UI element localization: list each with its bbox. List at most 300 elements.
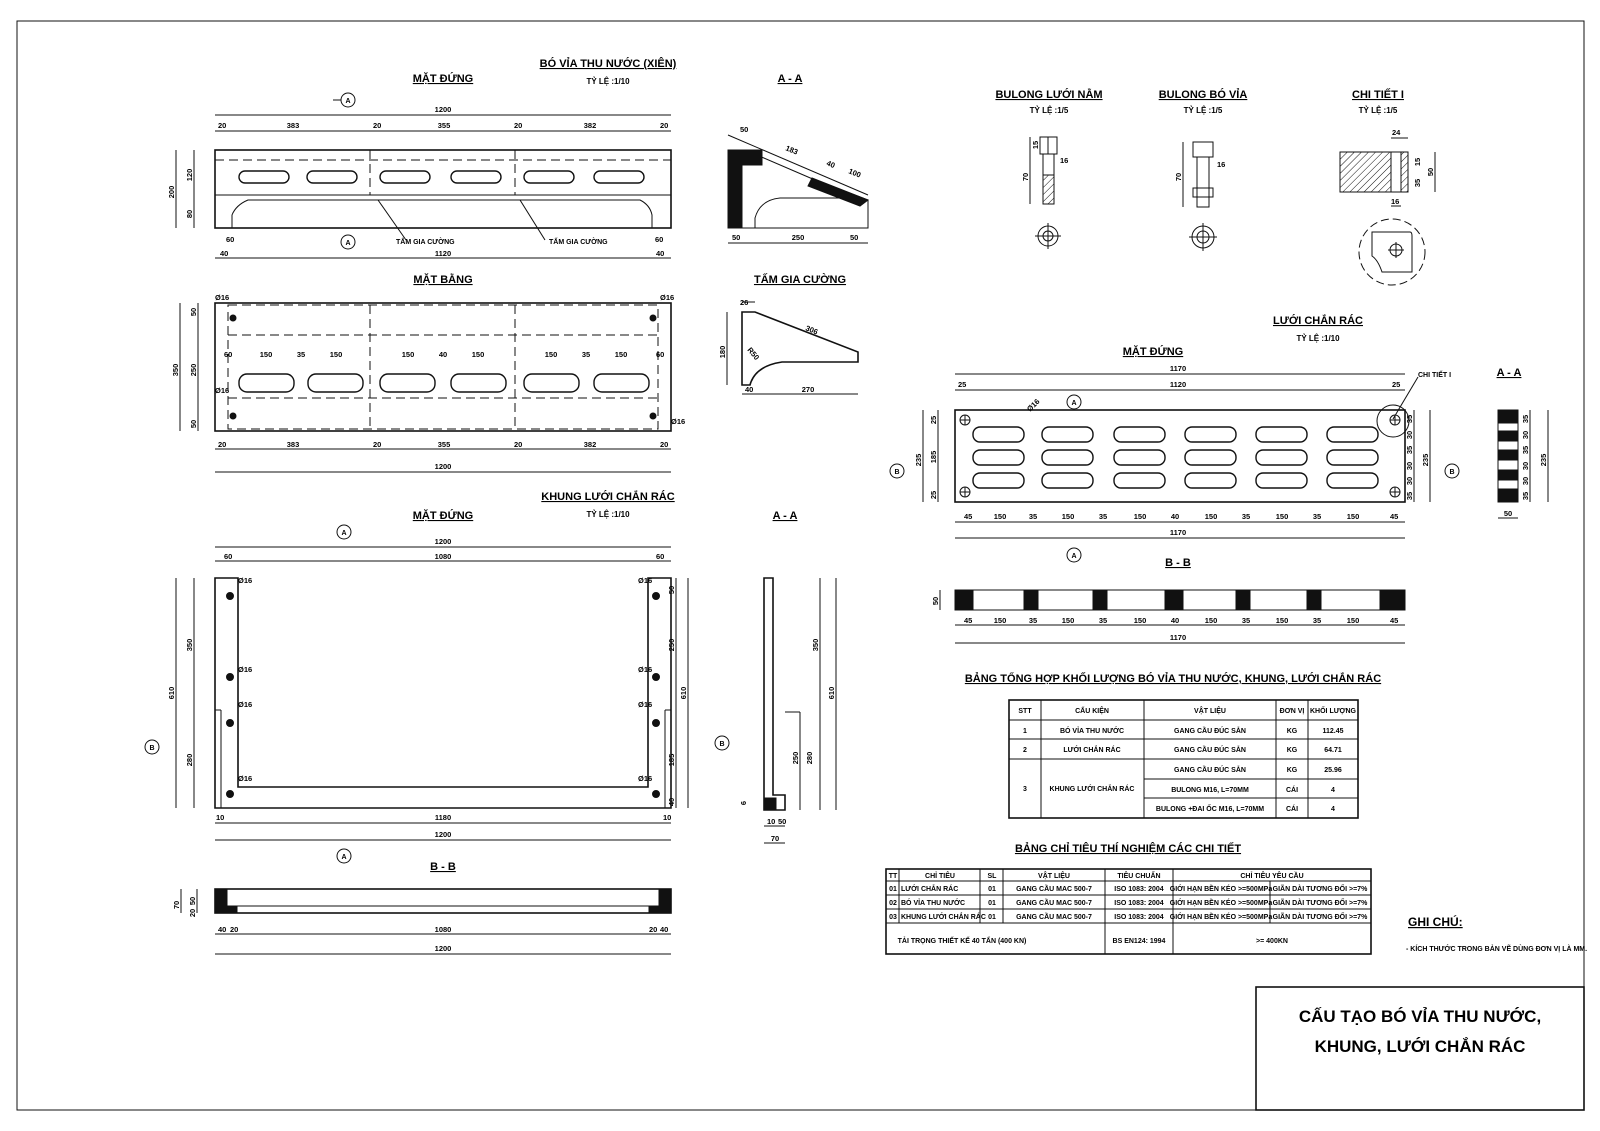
dim-25: 25 bbox=[1392, 380, 1401, 389]
curb-outline bbox=[215, 150, 671, 228]
table2-cell: GIÃN DÀI TƯƠNG ĐỐI >=7% bbox=[1272, 900, 1368, 907]
dim-200: 200 bbox=[167, 185, 176, 199]
dim-45: 45 bbox=[1390, 616, 1399, 625]
plan-slot bbox=[524, 374, 579, 392]
dim-185: 185 bbox=[667, 753, 676, 767]
table2-cell: GANG CẦU MAC 500-7 bbox=[1016, 886, 1092, 893]
curb-plan-outline bbox=[215, 303, 671, 431]
curb-section-aa bbox=[728, 73, 868, 243]
title-block-line2: KHUNG, LƯỚI CHẮN RÁC bbox=[1314, 1037, 1526, 1056]
dim-1200: 1200 bbox=[434, 105, 452, 114]
dim-150: 150 bbox=[1346, 616, 1360, 625]
dim-306: 306 bbox=[804, 323, 820, 337]
dim-35: 35 bbox=[1405, 491, 1414, 501]
dim-120: 120 bbox=[185, 168, 194, 182]
dim-70: 70 bbox=[1021, 172, 1030, 182]
table2-cell: BÓ VỈA THU NƯỚC bbox=[901, 900, 966, 907]
grate-main-title: LƯỚI CHẮN RÁC bbox=[1272, 315, 1364, 327]
table2-cell: KHUNG LƯỚI CHẮN RÁC bbox=[901, 914, 986, 921]
dim-20: 20 bbox=[660, 440, 669, 449]
stiffener-label-1: TẤM GIA CƯỜNG bbox=[396, 239, 455, 246]
table2-cell: 02 bbox=[889, 900, 897, 907]
grate-elevation-view bbox=[890, 314, 1459, 562]
dim-40: 40 bbox=[660, 925, 669, 934]
table2-header: CHỈ TIÊU YÊU CẦU bbox=[1240, 873, 1304, 880]
dim-30: 30 bbox=[1521, 461, 1530, 471]
table1-cell: GANG CẦU ĐÚC SẴN bbox=[1174, 728, 1246, 735]
table1-cell: BULONG +ĐAI ỐC M16, L=70MM bbox=[1155, 806, 1265, 813]
grate-section-bb bbox=[931, 557, 1405, 643]
dim-50: 50 bbox=[667, 585, 676, 595]
table1-cell: 25.96 bbox=[1324, 767, 1342, 774]
dim-50: 50 bbox=[732, 233, 741, 242]
table2-header: VẬT LIỆU bbox=[1038, 873, 1070, 880]
table1-header-unit: ĐƠN VỊ bbox=[1279, 708, 1305, 715]
dim-1200: 1200 bbox=[434, 944, 452, 953]
table1-cell: BÓ VỈA THU NƯỚC bbox=[1059, 728, 1125, 735]
dim-60: 60 bbox=[656, 552, 665, 561]
dim-382: 382 bbox=[583, 121, 597, 130]
dim-150: 150 bbox=[1346, 512, 1360, 521]
table2-cell: LƯỚI CHẮN RÁC bbox=[901, 886, 959, 893]
section-a-marker-label: A bbox=[345, 240, 351, 247]
dim-183: 183 bbox=[784, 143, 800, 157]
quantity-table bbox=[965, 671, 1381, 818]
dim-30: 30 bbox=[1521, 476, 1530, 486]
curb-scale: TỶ LỆ :1/10 bbox=[586, 77, 630, 86]
dim-phi16: Ø16 bbox=[638, 774, 653, 783]
dim-250: 250 bbox=[791, 751, 800, 765]
grate-section-aa bbox=[1497, 367, 1548, 518]
dim-350: 350 bbox=[171, 363, 180, 377]
table2-cell: GIÃN DÀI TƯƠNG ĐỐI >=7% bbox=[1272, 914, 1368, 921]
dim-phi16: Ø16 bbox=[215, 293, 230, 302]
table2-cell: 01 bbox=[889, 886, 897, 893]
frame-elevation-title: MẶT ĐỨNG bbox=[412, 510, 474, 522]
table2-cell: ISO 1083: 2004 bbox=[1114, 900, 1164, 907]
dim-15: 15 bbox=[1031, 140, 1040, 150]
dim-70: 70 bbox=[172, 900, 181, 910]
curb-bolt-detail bbox=[1159, 88, 1248, 251]
dim-610: 610 bbox=[679, 686, 688, 700]
table2-header: TIÊU CHUẨN bbox=[1117, 873, 1161, 880]
table1-cell: 4 bbox=[1331, 787, 1335, 794]
title-block-line1: CẤU TẠO BÓ VỈA THU NƯỚC, bbox=[1298, 1007, 1542, 1026]
bolt-hole bbox=[653, 674, 660, 681]
dim-280: 280 bbox=[185, 753, 194, 767]
slot bbox=[239, 171, 289, 183]
dim-610: 610 bbox=[167, 686, 176, 700]
dim-30: 30 bbox=[1405, 430, 1414, 440]
dim-20: 20 bbox=[218, 121, 227, 130]
table2-header: CHỈ TIÊU bbox=[925, 873, 955, 880]
table2-cell: ISO 1083: 2004 bbox=[1114, 886, 1164, 893]
table2-cell: GIÃN DÀI TƯƠNG ĐỐI >=7% bbox=[1272, 886, 1368, 893]
frame-section-aa-title: A - A bbox=[772, 510, 798, 522]
dim-150: 150 bbox=[1133, 512, 1147, 521]
section-a-marker-label: A bbox=[341, 854, 347, 861]
table1-cell: BULONG M16, L=70MM bbox=[1171, 787, 1249, 794]
dim-1120: 1120 bbox=[434, 249, 452, 258]
dim-150: 150 bbox=[993, 616, 1007, 625]
dim-16: 16 bbox=[1391, 197, 1400, 206]
dim-35: 35 bbox=[296, 350, 306, 359]
table1-cell: GANG CẦU ĐÚC SẴN bbox=[1174, 767, 1246, 774]
dim-1120: 1120 bbox=[1169, 380, 1187, 389]
table1-header-stt: STT bbox=[1018, 708, 1032, 715]
stiffener-title: TẤM GIA CƯỜNG bbox=[753, 274, 847, 286]
frame-elevation-view bbox=[145, 490, 688, 863]
table2-cell: 01 bbox=[988, 914, 996, 921]
bolt-hole bbox=[227, 791, 234, 798]
dim-30: 30 bbox=[1521, 430, 1530, 440]
table2-cell: 03 bbox=[889, 914, 897, 921]
dim-1170: 1170 bbox=[1169, 528, 1187, 537]
frame-bb-outline bbox=[215, 889, 671, 913]
table1-cell: GANG CẦU ĐÚC SẴN bbox=[1174, 747, 1246, 754]
slot bbox=[307, 171, 357, 183]
dim-150: 150 bbox=[1061, 512, 1075, 521]
dim-50: 50 bbox=[188, 896, 197, 906]
dim-35: 35 bbox=[1241, 512, 1251, 521]
dim-15: 15 bbox=[1413, 157, 1422, 167]
dim-40: 40 bbox=[1170, 616, 1180, 625]
dim-1200: 1200 bbox=[434, 462, 452, 471]
detail-i-callout: CHI TIẾT I bbox=[1418, 372, 1452, 379]
dim-150: 150 bbox=[259, 350, 273, 359]
dim-phi16: Ø16 bbox=[215, 386, 230, 395]
dim-235: 235 bbox=[1421, 453, 1430, 467]
table2-cell: ISO 1083: 2004 bbox=[1114, 914, 1164, 921]
slot bbox=[451, 171, 501, 183]
dim-phi16: Ø16 bbox=[638, 665, 653, 674]
dim-1180: 1180 bbox=[434, 813, 452, 822]
table2-footer-label: TẢI TRỌNG THIẾT KẾ 40 TẤN (400 KN) bbox=[897, 938, 1027, 945]
dim-150: 150 bbox=[1204, 616, 1218, 625]
dim-phi16: Ø16 bbox=[238, 576, 253, 585]
grate-elevation-title: MẶT ĐỨNG bbox=[1122, 346, 1184, 358]
table2-cell: 01 bbox=[988, 900, 996, 907]
curb-plan-view bbox=[171, 273, 685, 472]
dim-270: 270 bbox=[801, 385, 815, 394]
dim-45: 45 bbox=[964, 512, 973, 521]
dim-60: 60 bbox=[224, 552, 233, 561]
bolt-hole bbox=[650, 413, 656, 419]
dim-250: 250 bbox=[189, 363, 198, 377]
curb-bolt-title: BULONG BÓ VỈA bbox=[1158, 89, 1248, 101]
test-criteria-table bbox=[886, 842, 1371, 954]
grate-bolt-title: BULONG LƯỚI NẰM bbox=[995, 89, 1103, 101]
curb-bolt-scale: TỶ LỆ :1/5 bbox=[1183, 106, 1223, 115]
table1-header-item: CẤU KIỆN bbox=[1075, 708, 1109, 715]
table1-cell: KG bbox=[1286, 767, 1298, 774]
dim-150: 150 bbox=[401, 350, 415, 359]
table1-cell: 112.45 bbox=[1322, 728, 1344, 735]
dim-20: 20 bbox=[230, 925, 239, 934]
table2-cell: GIỚI HẠN BỀN KÉO >=500MPa bbox=[1169, 886, 1273, 893]
stiffener-label-2: TẤM GIA CƯỜNG bbox=[549, 239, 608, 246]
table1-cell: CÁI bbox=[1285, 787, 1299, 794]
dim-20: 20 bbox=[649, 925, 658, 934]
dim-20: 20 bbox=[514, 440, 523, 449]
dim-phi16: Ø16 bbox=[638, 576, 653, 585]
dim-6: 6 bbox=[739, 800, 748, 806]
frame-outline bbox=[215, 578, 671, 808]
dim-70: 70 bbox=[770, 834, 780, 843]
table1-cell: KG bbox=[1286, 747, 1298, 754]
grate-bolt-detail bbox=[995, 88, 1102, 249]
dim-phi16: Ø16 bbox=[238, 665, 253, 674]
plan-slot bbox=[594, 374, 649, 392]
dim-50: 50 bbox=[1426, 167, 1435, 177]
dim-235: 235 bbox=[1539, 453, 1548, 467]
dim-60: 60 bbox=[656, 350, 665, 359]
dim-35: 35 bbox=[581, 350, 591, 359]
dim-100: 100 bbox=[847, 166, 863, 180]
dim-25: 25 bbox=[929, 415, 938, 425]
dim-70: 70 bbox=[1174, 172, 1183, 182]
dim-20: 20 bbox=[373, 440, 382, 449]
dim-20: 20 bbox=[514, 121, 523, 130]
dim-35: 35 bbox=[1521, 491, 1530, 501]
dim-45: 45 bbox=[964, 616, 973, 625]
dim-355: 355 bbox=[437, 440, 451, 449]
plan-slot bbox=[380, 374, 435, 392]
frame-section-bb-title: B - B bbox=[430, 861, 456, 873]
dim-35: 35 bbox=[1098, 512, 1108, 521]
dim-150: 150 bbox=[1275, 512, 1289, 521]
dim-phi16: Ø16 bbox=[638, 700, 653, 709]
table1-header-qty: KHỐI LƯỢNG bbox=[1310, 708, 1356, 715]
dim-350: 350 bbox=[811, 638, 820, 652]
detail-i bbox=[1340, 88, 1435, 285]
dim-150: 150 bbox=[614, 350, 628, 359]
dim-30: 30 bbox=[1405, 476, 1414, 486]
slot bbox=[524, 171, 574, 183]
dim-26: 26 bbox=[740, 298, 749, 307]
curb-main-title: BÓ VỈA THU NƯỚC (XIÊN) bbox=[539, 58, 677, 70]
dim-20: 20 bbox=[218, 440, 227, 449]
dim-phi16: Ø16 bbox=[1025, 397, 1042, 414]
frame-section-bb bbox=[172, 861, 671, 954]
stiffener-plate-view bbox=[718, 273, 858, 394]
bolt-hole bbox=[650, 315, 656, 321]
dim-150: 150 bbox=[1275, 616, 1289, 625]
table1-cell: KG bbox=[1286, 728, 1298, 735]
section-a-marker-label: A bbox=[345, 98, 351, 105]
dim-40: 40 bbox=[745, 385, 754, 394]
quantity-table-title: BẢNG TỔNG HỢP KHỐI LƯỢNG BÓ VỈA THU NƯỚC, KHUNG, LƯỚI CHẮN RÁC bbox=[964, 673, 1382, 685]
dim-50: 50 bbox=[189, 419, 198, 429]
notes-title: GHI CHÚ: bbox=[1408, 915, 1463, 929]
table1-cell: 3 bbox=[1023, 786, 1027, 793]
dim-250: 250 bbox=[791, 233, 805, 242]
dim-40: 40 bbox=[656, 249, 665, 258]
dim-25: 25 bbox=[929, 490, 938, 500]
dim-150: 150 bbox=[329, 350, 343, 359]
table1-cell: 1 bbox=[1023, 728, 1027, 735]
dim-35: 35 bbox=[1521, 414, 1530, 424]
dim-40: 40 bbox=[438, 350, 448, 359]
dim-r50: R50 bbox=[745, 345, 762, 362]
dim-35: 35 bbox=[1241, 616, 1251, 625]
dim-250: 250 bbox=[667, 638, 676, 652]
notes-text: - KÍCH THƯỚC TRONG BẢN VẼ DÙNG ĐƠN VỊ LÀ MM. bbox=[1406, 946, 1588, 953]
dim-20: 20 bbox=[660, 121, 669, 130]
dim-24: 24 bbox=[1392, 128, 1401, 137]
slot bbox=[594, 171, 644, 183]
dim-1200: 1200 bbox=[434, 537, 452, 546]
dim-phi16: Ø16 bbox=[238, 700, 253, 709]
dim-355: 355 bbox=[437, 121, 451, 130]
dim-16: 16 bbox=[1060, 156, 1069, 165]
bolt-hole bbox=[227, 593, 234, 600]
dim-1200: 1200 bbox=[434, 830, 452, 839]
test-table-title: BẢNG CHỈ TIÊU THÍ NGHIỆM CÁC CHI TIẾT bbox=[1014, 843, 1242, 855]
dim-35: 35 bbox=[1413, 178, 1422, 188]
frame-scale: TỶ LỆ :1/10 bbox=[586, 510, 630, 519]
table2-cell: GIỚI HẠN BỀN KÉO >=500MPa bbox=[1169, 900, 1273, 907]
bolt-hole bbox=[653, 720, 660, 727]
section-b-marker-label: B bbox=[149, 745, 155, 752]
dim-35: 35 bbox=[1312, 512, 1322, 521]
bolt-hole bbox=[230, 413, 236, 419]
dim-1080: 1080 bbox=[434, 552, 452, 561]
dim-150: 150 bbox=[1204, 512, 1218, 521]
table1-cell: 2 bbox=[1023, 747, 1027, 754]
grate-slot-grid bbox=[973, 427, 1378, 488]
table2-cell: GIỚI HẠN BỀN KÉO >=500MPa bbox=[1169, 914, 1273, 921]
dim-35: 35 bbox=[1028, 512, 1038, 521]
dim-40: 40 bbox=[667, 797, 676, 807]
dim-383: 383 bbox=[286, 440, 300, 449]
bolt-hole bbox=[227, 720, 234, 727]
dim-30: 30 bbox=[1405, 461, 1414, 471]
table2-header: SL bbox=[987, 873, 997, 880]
table2-footer-std: BS EN124: 1994 bbox=[1112, 938, 1166, 945]
dim-610: 610 bbox=[827, 686, 836, 700]
dim-150: 150 bbox=[471, 350, 485, 359]
dim-16: 16 bbox=[1217, 160, 1226, 169]
dim-1080: 1080 bbox=[434, 925, 452, 934]
dim-40: 40 bbox=[1170, 512, 1180, 521]
dim-50: 50 bbox=[189, 307, 198, 317]
dim-150: 150 bbox=[993, 512, 1007, 521]
dim-35: 35 bbox=[1521, 445, 1530, 455]
dim-50: 50 bbox=[850, 233, 859, 242]
dim-phi16: Ø16 bbox=[660, 293, 675, 302]
dim-10: 10 bbox=[216, 813, 225, 822]
table1-cell: 4 bbox=[1331, 806, 1335, 813]
dim-35: 35 bbox=[1405, 445, 1414, 455]
table1-cell: CÁI bbox=[1285, 806, 1299, 813]
section-a-marker-label: A bbox=[1071, 400, 1077, 407]
section-a-marker-label: A bbox=[341, 530, 347, 537]
dim-40: 40 bbox=[218, 925, 227, 934]
grate-section-bb-title: B - B bbox=[1165, 557, 1191, 569]
curb-elevation-view bbox=[167, 57, 677, 258]
plan-slot bbox=[308, 374, 363, 392]
grate-bolt-scale: TỶ LỆ :1/5 bbox=[1029, 106, 1069, 115]
dim-1170: 1170 bbox=[1169, 364, 1187, 373]
table1-cell: KHUNG LƯỚI CHẮN RÁC bbox=[1049, 786, 1135, 793]
section-b-marker-label: B bbox=[1449, 469, 1455, 476]
section-a-marker-label: A bbox=[1071, 553, 1077, 560]
dim-25: 25 bbox=[958, 380, 967, 389]
table2-footer-req: >= 400KN bbox=[1256, 938, 1288, 945]
dim-40: 40 bbox=[220, 249, 229, 258]
table2-cell: 01 bbox=[988, 886, 996, 893]
dim-40: 40 bbox=[825, 158, 837, 170]
grate-scale: TỶ LỆ :1/10 bbox=[1296, 334, 1340, 343]
slot bbox=[380, 171, 430, 183]
dim-50: 50 bbox=[931, 596, 940, 606]
dim-185: 185 bbox=[929, 450, 938, 464]
plan-slot bbox=[239, 374, 294, 392]
section-b-marker-label: B bbox=[719, 741, 725, 748]
dim-20: 20 bbox=[188, 908, 197, 918]
dim-60: 60 bbox=[224, 350, 233, 359]
dim-150: 150 bbox=[1061, 616, 1075, 625]
dim-280: 280 bbox=[805, 751, 814, 765]
title-block bbox=[1256, 987, 1584, 1110]
bolt-hole bbox=[653, 593, 660, 600]
dim-phi16: Ø16 bbox=[238, 774, 253, 783]
dim-50: 50 bbox=[740, 125, 749, 134]
dim-10: 10 bbox=[767, 817, 776, 826]
dim-150: 150 bbox=[1133, 616, 1147, 625]
dim-1170: 1170 bbox=[1169, 633, 1187, 642]
detail-i-scale: TỶ LỆ :1/5 bbox=[1358, 106, 1398, 115]
bolt-hole bbox=[653, 791, 660, 798]
dim-235: 235 bbox=[914, 453, 923, 467]
dim-150: 150 bbox=[544, 350, 558, 359]
table2-cell: GANG CẦU MAC 500-7 bbox=[1016, 914, 1092, 921]
dim-180: 180 bbox=[718, 345, 727, 359]
curb-section-title: A - A bbox=[777, 73, 803, 85]
table2-header: TT bbox=[888, 873, 898, 880]
dim-35: 35 bbox=[1405, 414, 1414, 424]
dim-35: 35 bbox=[1312, 616, 1322, 625]
table2-cell: GANG CẦU MAC 500-7 bbox=[1016, 900, 1092, 907]
bolt-hole bbox=[227, 674, 234, 681]
frame-main-title: KHUNG LƯỚI CHẮN RÁC bbox=[541, 491, 675, 503]
plan-slot bbox=[451, 374, 506, 392]
dim-phi16: Ø16 bbox=[671, 417, 686, 426]
dim-20: 20 bbox=[373, 121, 382, 130]
dim-60: 60 bbox=[226, 235, 235, 244]
curb-elevation-title: MẶT ĐỨNG bbox=[412, 73, 474, 85]
grate-section-aa-title: A - A bbox=[1496, 367, 1522, 379]
dim-382: 382 bbox=[583, 440, 597, 449]
table1-header-material: VẬT LIỆU bbox=[1194, 708, 1226, 715]
frame-section-aa bbox=[715, 510, 836, 843]
dim-50: 50 bbox=[1503, 509, 1513, 518]
section-b-marker-label: B bbox=[894, 469, 900, 476]
bolt-hole bbox=[230, 315, 236, 321]
table1-cell: 64.71 bbox=[1324, 747, 1342, 754]
notes-block bbox=[1406, 914, 1587, 953]
dim-383: 383 bbox=[286, 121, 300, 130]
dim-45: 45 bbox=[1390, 512, 1399, 521]
table1-cell: LƯỚI CHẮN RÁC bbox=[1063, 747, 1121, 754]
dim-50: 50 bbox=[778, 817, 787, 826]
dim-60: 60 bbox=[655, 235, 664, 244]
curb-plan-title: MẶT BẰNG bbox=[413, 274, 473, 286]
dim-350: 350 bbox=[185, 638, 194, 652]
dim-10: 10 bbox=[663, 813, 672, 822]
dim-35: 35 bbox=[1028, 616, 1038, 625]
